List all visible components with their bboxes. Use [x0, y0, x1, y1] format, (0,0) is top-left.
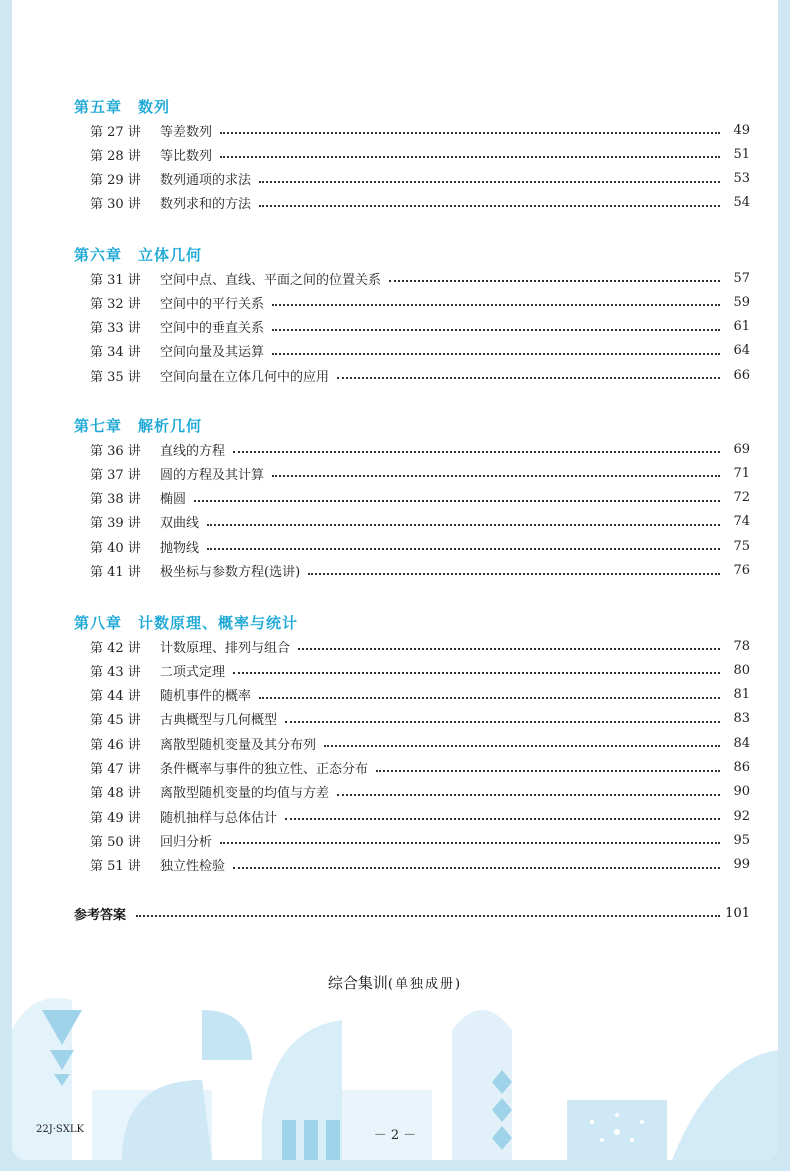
- page-number: － 2 －: [373, 1128, 417, 1143]
- chapter-name: 数列: [138, 98, 171, 116]
- lecture-number: 第 27 讲: [90, 124, 141, 140]
- answers-title: 参考答案: [74, 907, 127, 923]
- toc-entry[interactable]: [90, 830, 750, 850]
- dot-leader: [207, 548, 720, 550]
- lecture-title: 条件概率与事件的独立性、正态分布: [160, 762, 369, 777]
- lecture-page: 54: [733, 195, 750, 211]
- dot-leader: [233, 867, 720, 869]
- toc-entry[interactable]: [90, 341, 750, 361]
- dot-leader: [233, 672, 720, 674]
- lecture-title: 数列求和的方法: [160, 197, 252, 213]
- toc-page: [12, 0, 778, 1160]
- lecture-page: 95: [733, 832, 750, 848]
- lecture-title: 等比数列: [160, 148, 213, 164]
- lecture-title: 双曲线: [160, 516, 200, 532]
- lecture-number: 第 50 讲: [90, 834, 141, 850]
- lecture-page: 84: [733, 735, 750, 751]
- lecture-number: 第 35 讲: [90, 369, 141, 385]
- toc-entry[interactable]: [90, 636, 750, 656]
- lecture-page: 57: [733, 270, 750, 286]
- lecture-number: 第 51 讲: [90, 859, 141, 875]
- dot-leader: [285, 818, 720, 820]
- lecture-page: 71: [733, 465, 750, 481]
- lecture-number: 第 46 讲: [90, 737, 141, 753]
- lecture-number: 第 44 讲: [90, 689, 141, 705]
- book-code: 22J·SXLK: [36, 1124, 84, 1135]
- dot-leader: [259, 205, 720, 207]
- lecture-number: 第 47 讲: [90, 762, 141, 777]
- lecture-number: 第 48 讲: [90, 786, 141, 802]
- dot-leader: [298, 648, 720, 650]
- bundle-note: [12, 972, 778, 993]
- toc-entry[interactable]: [90, 512, 750, 532]
- chapter-heading[interactable]: [74, 244, 202, 265]
- dot-leader: [324, 745, 720, 747]
- toc-entry[interactable]: [90, 120, 750, 140]
- toc-entry[interactable]: [90, 488, 750, 508]
- dot-leader: [272, 304, 720, 306]
- chapter-heading[interactable]: [74, 96, 170, 117]
- lecture-title: 极坐标与参数方程(选讲): [160, 565, 301, 580]
- toc-entry[interactable]: [90, 317, 750, 337]
- toc-entry[interactable]: [90, 561, 750, 581]
- toc-entry[interactable]: [90, 709, 750, 729]
- lecture-page: 90: [733, 784, 750, 800]
- lecture-title: 离散型随机变量及其分布列: [160, 737, 317, 753]
- dot-leader: [259, 181, 720, 183]
- lecture-title: 空间中的平行关系: [160, 296, 265, 312]
- chapter-number: 第五章: [74, 98, 123, 116]
- lecture-number: 第 41 讲: [90, 565, 141, 580]
- toc-entry[interactable]: [90, 169, 750, 189]
- toc-entry[interactable]: [90, 365, 750, 385]
- toc-entry[interactable]: [90, 660, 750, 680]
- dot-leader: [272, 329, 720, 331]
- chapter-name: 解析几何: [138, 417, 203, 435]
- answers-page: 101: [725, 905, 750, 921]
- lecture-page: 81: [733, 687, 750, 703]
- toc-entry[interactable]: [90, 685, 750, 705]
- toc-entry[interactable]: [90, 292, 750, 312]
- dot-leader: [207, 524, 720, 526]
- toc-entry[interactable]: [90, 782, 750, 802]
- lecture-page: 53: [733, 171, 750, 187]
- lecture-title: 数列通项的求法: [160, 173, 252, 189]
- lecture-title: 等差数列: [160, 124, 213, 140]
- lecture-number: 第 36 讲: [90, 443, 141, 459]
- lecture-title: 椭圆: [160, 492, 187, 508]
- lecture-number: 第 49 讲: [90, 810, 141, 826]
- lecture-number: 第 45 讲: [90, 713, 141, 729]
- lecture-number: 第 39 讲: [90, 516, 141, 532]
- lecture-title: 随机事件的概率: [160, 689, 252, 705]
- lecture-title: 离散型随机变量的均值与方差: [160, 786, 330, 802]
- lecture-number: 第 31 讲: [90, 272, 141, 288]
- dot-leader: [272, 353, 720, 355]
- chapter-name: 计数原理、概率与统计: [138, 614, 299, 632]
- lecture-page: 83: [733, 711, 750, 727]
- toc-entry[interactable]: [90, 268, 750, 288]
- lecture-title: 空间向量及其运算: [160, 345, 265, 361]
- dot-leader: [220, 132, 720, 134]
- toc-entry[interactable]: [90, 536, 750, 556]
- lecture-number: 第 29 讲: [90, 173, 141, 189]
- bundle-title: 综合集训: [327, 974, 388, 992]
- dot-leader: [337, 794, 720, 796]
- lecture-title: 二项式定理: [160, 664, 226, 680]
- toc-entry[interactable]: [90, 758, 750, 778]
- lecture-title: 空间中的垂直关系: [160, 321, 265, 337]
- lecture-page: 74: [733, 514, 750, 530]
- lecture-page: 64: [733, 343, 750, 359]
- dot-leader: [308, 573, 720, 575]
- lecture-title: 空间向量在立体几何中的应用: [160, 369, 330, 385]
- lecture-page: 66: [733, 367, 750, 383]
- lecture-title: 随机抽样与总体估计: [160, 810, 278, 826]
- chapter-name: 立体几何: [138, 246, 203, 264]
- lecture-number: 第 38 讲: [90, 492, 141, 508]
- dot-leader: [272, 475, 720, 477]
- lecture-number: 第 30 讲: [90, 197, 141, 213]
- dot-leader: [337, 377, 720, 379]
- chapter-heading[interactable]: [74, 415, 202, 436]
- dot-leader: [220, 156, 720, 158]
- toc-entry[interactable]: [90, 806, 750, 826]
- bundle-subtitle: (单独成册): [387, 977, 463, 992]
- chapter-number: 第八章: [74, 614, 123, 632]
- answers-entry[interactable]: [74, 903, 750, 923]
- dot-leader: [376, 770, 720, 772]
- lecture-page: 49: [733, 122, 750, 138]
- lecture-number: 第 34 讲: [90, 345, 141, 361]
- dot-leader: [389, 280, 720, 282]
- lecture-title: 回归分析: [160, 834, 213, 850]
- lecture-page: 76: [733, 563, 750, 578]
- lecture-number: 第 42 讲: [90, 640, 141, 656]
- lecture-page: 80: [733, 662, 750, 678]
- lecture-page: 61: [733, 319, 750, 335]
- chapter-heading[interactable]: [74, 612, 298, 633]
- lecture-title: 空间中点、直线、平面之间的位置关系: [160, 272, 382, 288]
- dot-leader: [259, 697, 720, 699]
- lecture-title: 直线的方程: [160, 443, 226, 459]
- dot-leader: [220, 842, 720, 844]
- toc-entry[interactable]: [90, 193, 750, 213]
- lecture-number: 第 37 讲: [90, 467, 141, 483]
- lecture-page: 51: [733, 146, 750, 162]
- dot-leader: [194, 500, 720, 502]
- lecture-title: 计数原理、排列与组合: [160, 640, 291, 656]
- lecture-number: 第 33 讲: [90, 321, 141, 337]
- lecture-page: 72: [733, 490, 750, 506]
- lecture-page: 59: [733, 294, 750, 310]
- lecture-number: 第 28 讲: [90, 148, 141, 164]
- dot-leader: [136, 915, 720, 917]
- lecture-title: 抛物线: [160, 540, 200, 556]
- lecture-page: 78: [733, 638, 750, 654]
- lecture-number: 第 40 讲: [90, 540, 141, 556]
- lecture-title: 独立性检验: [160, 859, 226, 875]
- toc-entry[interactable]: [90, 855, 750, 875]
- lecture-page: 86: [733, 760, 750, 775]
- toc-entry[interactable]: [90, 144, 750, 164]
- toc-entry[interactable]: [90, 439, 750, 459]
- chapter-number: 第七章: [74, 417, 123, 435]
- lecture-title: 圆的方程及其计算: [160, 467, 265, 483]
- dot-leader: [285, 721, 720, 723]
- lecture-page: 69: [733, 441, 750, 457]
- lecture-number: 第 32 讲: [90, 296, 141, 312]
- lecture-page: 75: [733, 538, 750, 554]
- lecture-number: 第 43 讲: [90, 664, 141, 680]
- toc-entry[interactable]: [90, 733, 750, 753]
- lecture-page: 99: [733, 857, 750, 873]
- dot-leader: [233, 451, 720, 453]
- lecture-page: 92: [733, 808, 750, 824]
- lecture-title: 古典概型与几何概型: [160, 713, 278, 729]
- chapter-number: 第六章: [74, 246, 123, 264]
- toc-entry[interactable]: [90, 463, 750, 483]
